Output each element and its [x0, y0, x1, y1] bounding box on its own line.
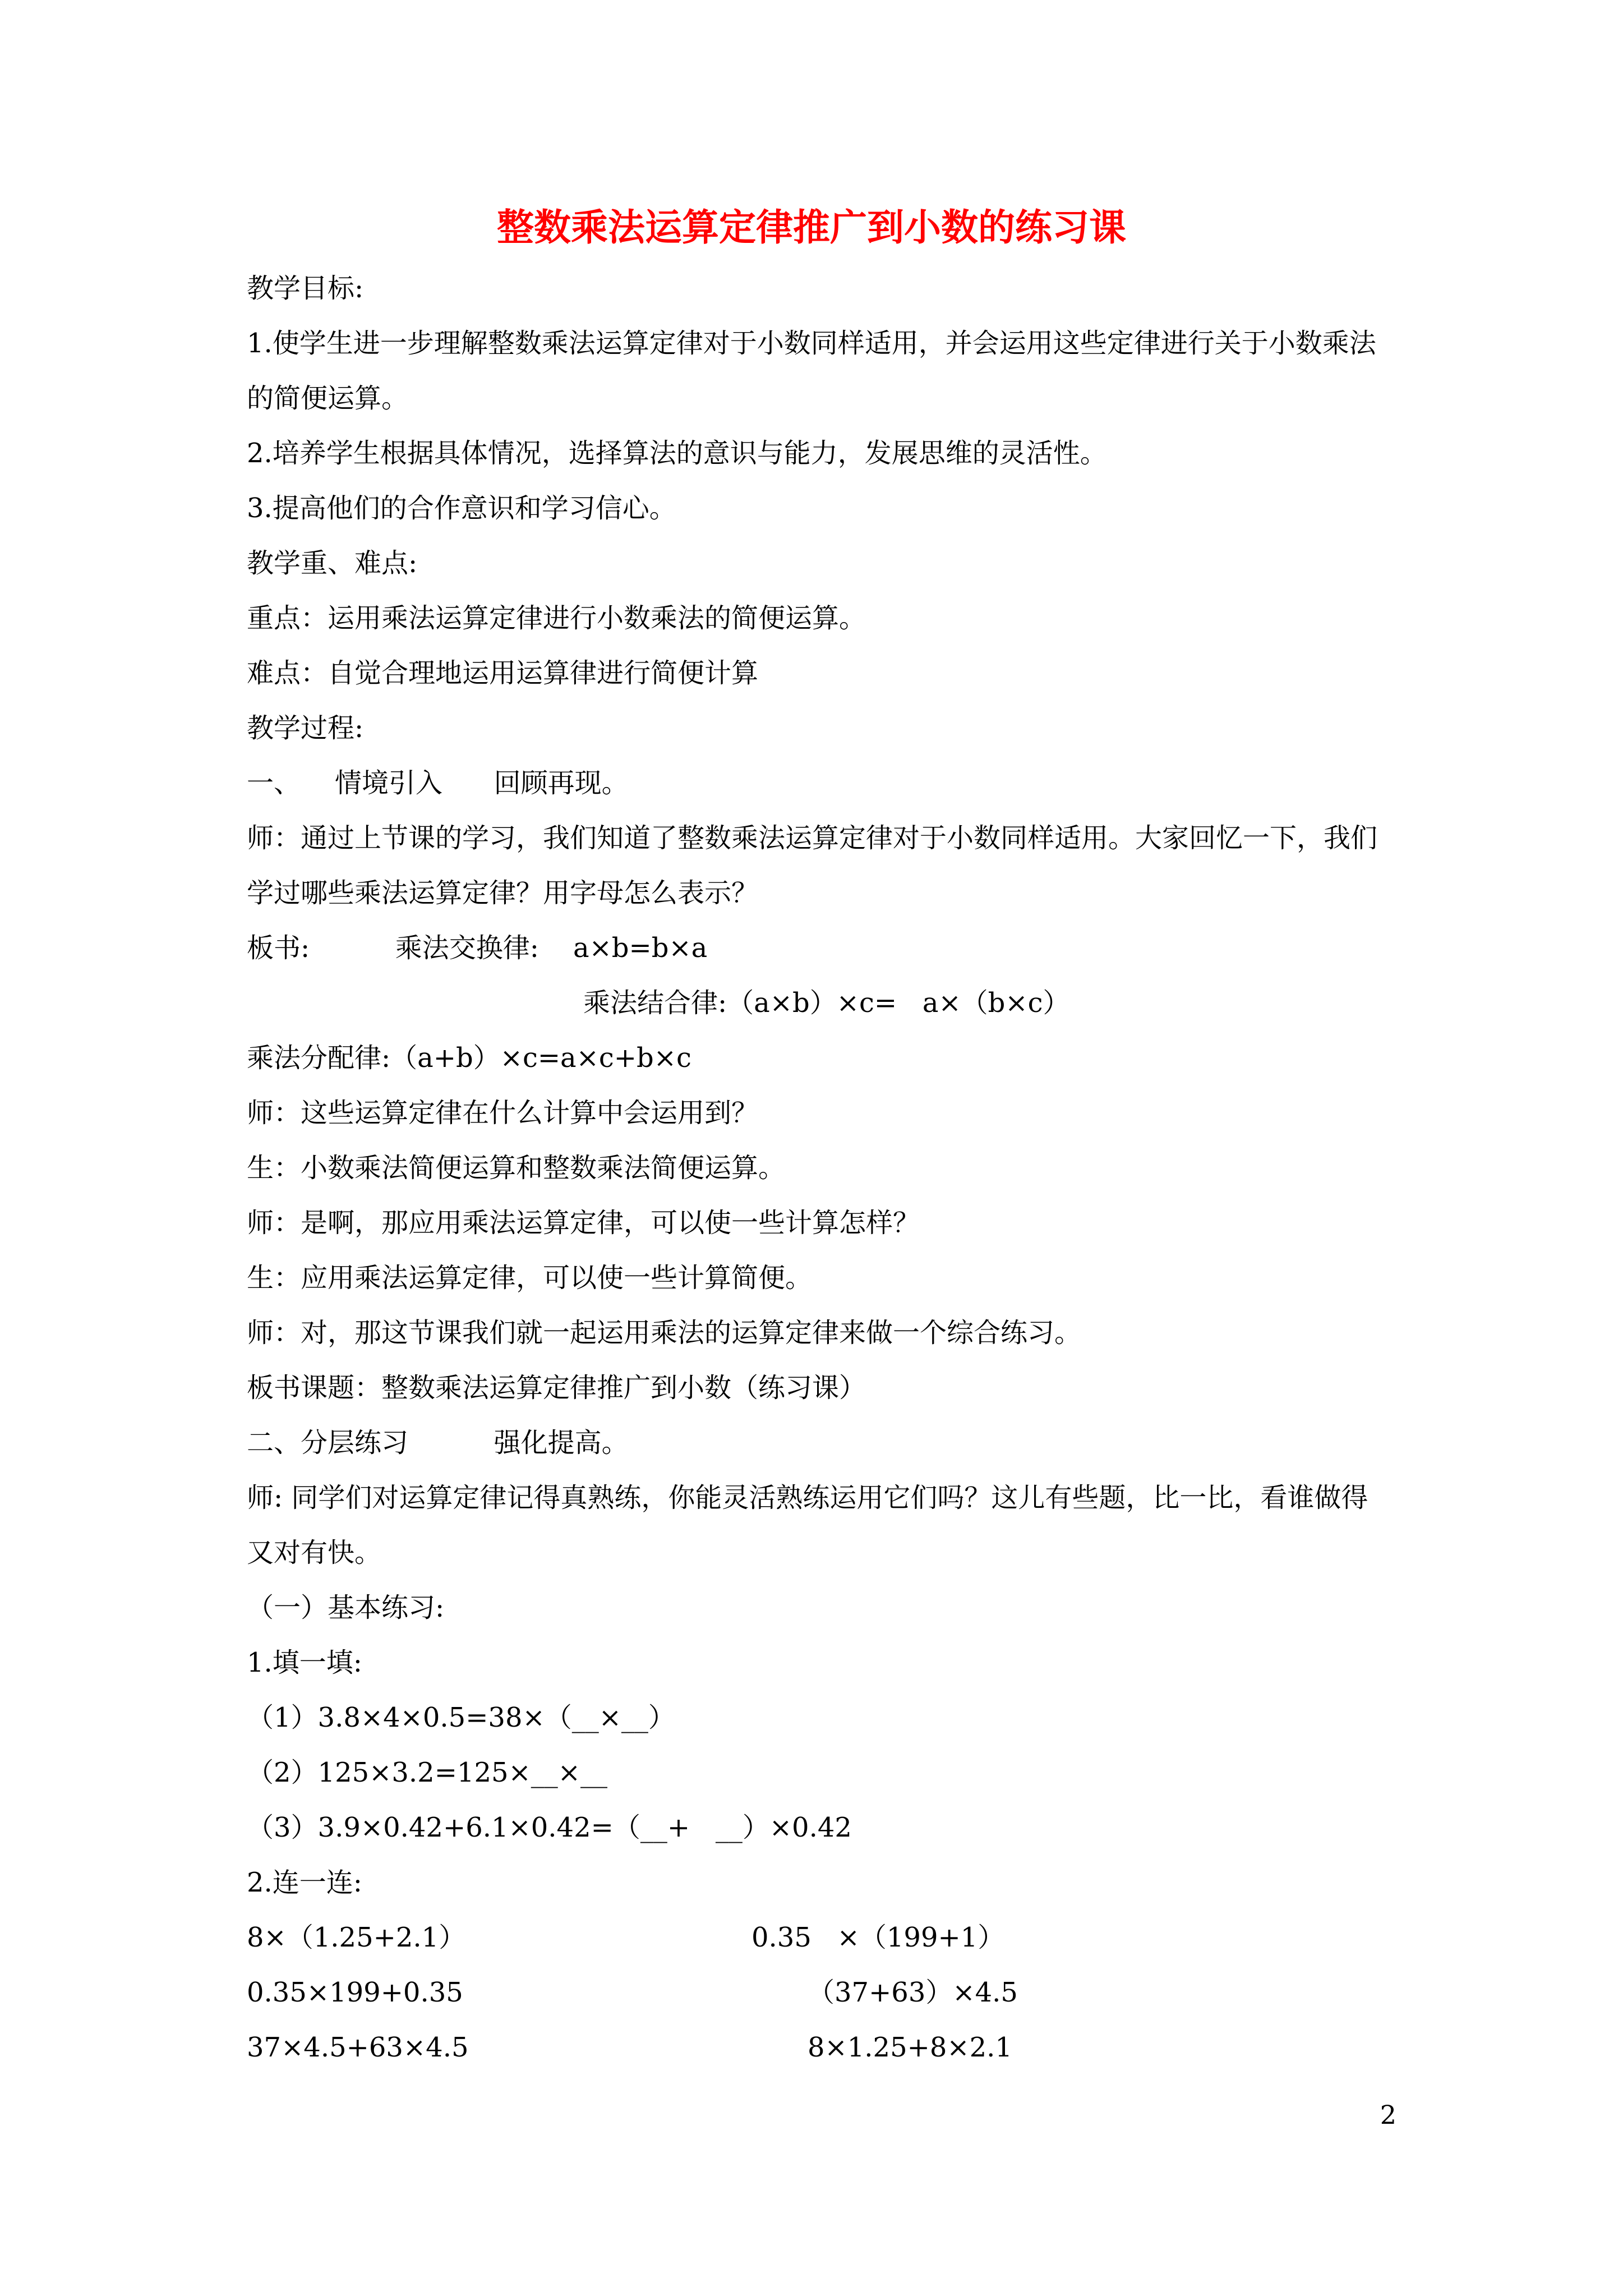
fill-item-3: （3）3.9×0.42+6.1×0.42=（__+ __）×0.42: [247, 1812, 852, 1843]
teacher-line-5: 师: 同学们对运算定律记得真熟练，你能灵活熟练运用它们吗？这儿有些题，比一比，看谁做得又对有快。: [247, 1482, 1368, 1568]
goals-heading: 教学目标:: [247, 273, 364, 304]
connect-left-3: 37×4.5+63×4.5: [247, 2032, 469, 2063]
connect-heading: 2.连一连:: [247, 1867, 362, 1898]
teacher-line-1: 师：通过上节课的学习，我们知道了整数乘法运算定律对于小数同样适用。大家回忆一下，我们学过哪些乘法运算定律？用字母怎么表示？: [247, 822, 1378, 909]
connect-right-3: 8×1.25+8×2.1: [808, 2032, 1012, 2063]
section-2-heading: 二、分层练习 强化提高。: [247, 1427, 629, 1458]
teacher-line-4: 师：对，那这节课我们就一起运用乘法的运算定律来做一个综合练习。: [247, 1317, 1082, 1349]
connect-right-2: （37+63）×4.5: [808, 1977, 1018, 2008]
focus-text: 重点：运用乘法运算定律进行小数乘法的简便运算。: [247, 602, 866, 634]
connect-row-1: [247, 1910, 1391, 1965]
goal-item-1: 1.使学生进一步理解整数乘法运算定律对于小数同样适用，并会运用这些定律进行关于小数乘法的简便运算。: [247, 328, 1376, 414]
goal-item-3: 3.提高他们的合作意识和学习信心。: [247, 493, 676, 524]
connect-left-2: 0.35×199+0.35: [247, 1977, 463, 2008]
board-distributive: 乘法分配律:（a+b）×c=a×c+b×c: [247, 1042, 691, 1074]
fill-heading: 1.填一填:: [247, 1647, 362, 1678]
board-topic: 板书课题：整数乘法运算定律推广到小数（练习课）: [247, 1372, 866, 1404]
board-commutative: 板书: 乘法交换律: a×b=b×a: [247, 932, 708, 964]
connect-row-3: [247, 2020, 1391, 2075]
teacher-line-3: 师：是啊，那应用乘法运算定律，可以使一些计算怎样？: [247, 1207, 920, 1239]
difficulty-text: 难点：自觉合理地运用运算律进行简便计算: [247, 657, 759, 689]
teacher-line-2: 师：这些运算定律在什么计算中会运用到？: [247, 1097, 759, 1129]
page-number: 2: [1380, 2100, 1396, 2130]
student-line-2: 生：应用乘法运算定律，可以使一些计算简便。: [247, 1262, 813, 1294]
connect-row-2: [247, 1965, 1391, 2020]
basic-practice-heading: （一）基本练习:: [247, 1592, 445, 1623]
connect-left-1: 8×（1.25+2.1）: [247, 1922, 466, 1953]
fill-item-2: （2）125×3.2=125×__×__: [247, 1757, 607, 1788]
process-heading: 教学过程:: [247, 712, 364, 744]
section-1-heading: 一、 情境引入 回顾再现。: [247, 767, 629, 799]
page-title: 整数乘法运算定律推广到小数的练习课: [497, 205, 1126, 249]
connect-right-1: 0.35 ×（199+1）: [751, 1922, 1005, 1953]
document-body: [247, 261, 1391, 2075]
goal-item-2: 2.培养学生根据具体情况，选择算法的意识与能力，发展思维的灵活性。: [247, 438, 1107, 469]
key-points-heading: 教学重、难点:: [247, 547, 418, 579]
student-line-1: 生：小数乘法简便运算和整数乘法简便运算。: [247, 1152, 786, 1184]
board-associative: 乘法结合律:（a×b）×c= a×（b×c）: [583, 987, 1070, 1019]
fill-item-1: （1）3.8×4×0.5=38×（__×__）: [247, 1702, 675, 1733]
